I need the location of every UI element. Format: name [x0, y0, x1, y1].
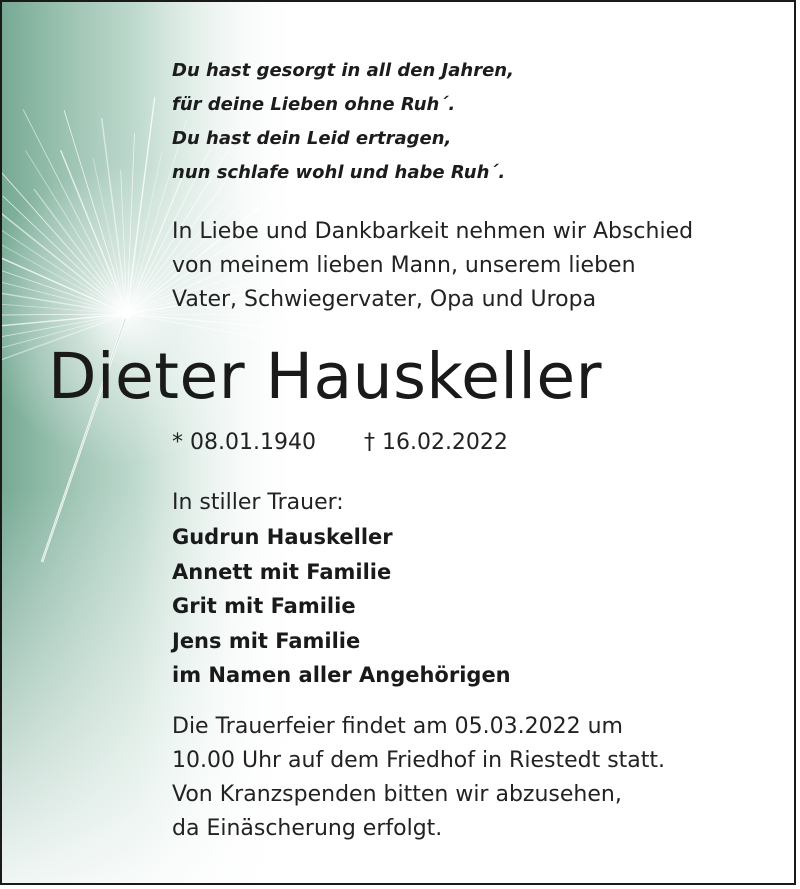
birth-date: * 08.01.1940	[172, 430, 316, 455]
poem-line: Du hast dein Leid ertragen,	[172, 128, 452, 149]
poem-line: nun schlafe wohl und habe Ruh´.	[172, 162, 506, 183]
deceased-name: Dieter Hauskeller	[48, 340, 603, 413]
intro-line: In Liebe und Dankbarkeit nehmen wir Abschied	[172, 219, 694, 244]
ceremony-line: 10.00 Uhr auf dem Friedhof in Riestedt statt.	[172, 748, 666, 773]
ceremony-info	[172, 710, 665, 846]
mourner-item: Jens mit Familie	[172, 628, 361, 653]
poem-line: Du hast gesorgt in all den Jahren,	[172, 60, 514, 81]
poem	[172, 54, 514, 190]
poem-line: für deine Lieben ohne Ruh´.	[172, 94, 456, 115]
mourner-item: Grit mit Familie	[172, 594, 356, 618]
mourners-list	[172, 520, 511, 693]
death-date: † 16.02.2022	[363, 430, 508, 455]
intro-line: Vater, Schwiegervater, Opa und Uropa	[172, 287, 597, 312]
intro-text	[172, 215, 693, 317]
mourner-item: im Namen aller Angehörigen	[172, 663, 511, 687]
ceremony-line: Die Trauerfeier findet am 05.03.2022 um	[172, 714, 623, 739]
ceremony-line: da Einäscherung erfolgt.	[172, 816, 443, 841]
mourner-item: Annett mit Familie	[172, 559, 392, 584]
mourner-item: Gudrun Hauskeller	[172, 525, 393, 549]
ceremony-line: Von Kranzspenden bitten wir abzusehen,	[172, 782, 622, 807]
intro-line: von meinem lieben Mann, unserem lieben	[172, 253, 636, 278]
life-dates	[172, 426, 508, 460]
mourners-label: In stiller Trauer:	[172, 490, 344, 515]
